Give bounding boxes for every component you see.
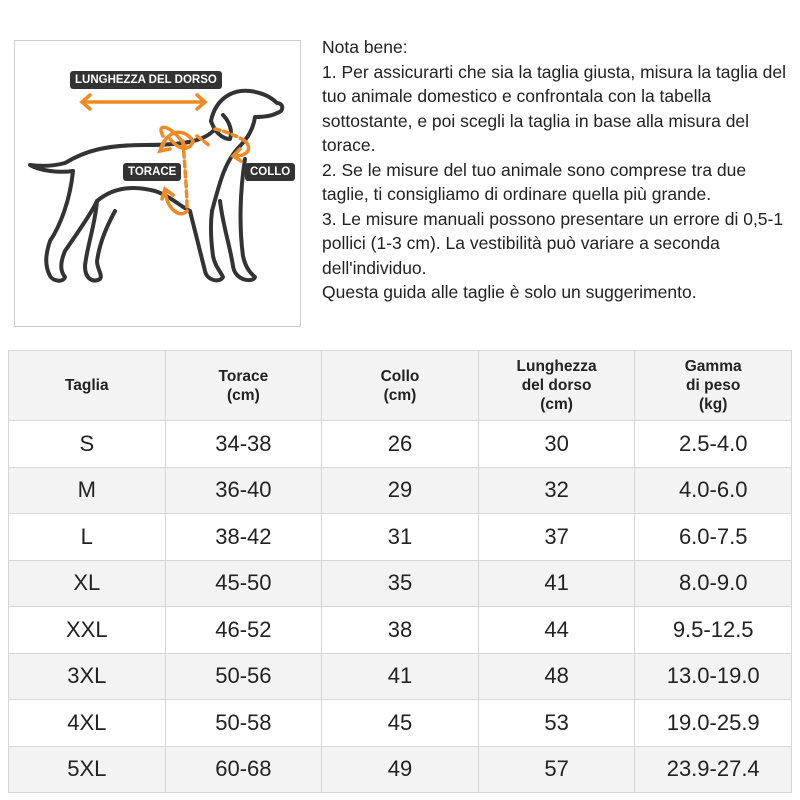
note-item: 3. Le misure manuali possono presentare un errore di 0,5-1 pollici (1-3 cm). La vestibilità può variare a seconda dell'individuo. xyxy=(322,208,784,278)
cell-weight-range: 2.5-4.0 xyxy=(635,421,792,468)
cell-back-length: 30 xyxy=(478,421,635,468)
cell-neck: 38 xyxy=(322,607,479,654)
cell-size: S xyxy=(9,421,166,468)
cell-size: XL xyxy=(9,560,166,607)
cell-chest: 60-68 xyxy=(165,746,322,793)
cell-neck: 35 xyxy=(322,560,479,607)
cell-weight-range: 4.0-6.0 xyxy=(635,467,792,514)
table-row xyxy=(9,746,792,793)
cell-neck: 26 xyxy=(322,421,479,468)
header-back-length: Lunghezza del dorso (cm) xyxy=(478,351,635,421)
cell-back-length: 53 xyxy=(478,700,635,747)
cell-weight-range: 19.0-25.9 xyxy=(635,700,792,747)
cell-chest: 50-56 xyxy=(165,653,322,700)
dog-measurement-figure xyxy=(14,40,301,327)
size-table xyxy=(8,350,792,793)
table-row xyxy=(9,560,792,607)
cell-neck: 41 xyxy=(322,653,479,700)
table-row xyxy=(9,421,792,468)
table-row xyxy=(9,700,792,747)
cell-chest: 38-42 xyxy=(165,514,322,561)
cell-back-length: 37 xyxy=(478,514,635,561)
cell-size: 5XL xyxy=(9,746,166,793)
neck-label: COLLO xyxy=(245,163,295,181)
cell-back-length: 32 xyxy=(478,467,635,514)
cell-size: L xyxy=(9,514,166,561)
back-length-label: LUNGHEZZA DEL DORSO xyxy=(70,71,222,89)
table-row xyxy=(9,653,792,700)
table-row xyxy=(9,467,792,514)
cell-weight-range: 8.0-9.0 xyxy=(635,560,792,607)
cell-neck: 45 xyxy=(322,700,479,747)
cell-neck: 29 xyxy=(322,467,479,514)
table-row xyxy=(9,514,792,561)
chest-label: TORACE xyxy=(123,163,181,181)
table-row xyxy=(9,607,792,654)
cell-chest: 45-50 xyxy=(165,560,322,607)
cell-weight-range: 23.9-27.4 xyxy=(635,746,792,793)
cell-weight-range: 9.5-12.5 xyxy=(635,607,792,654)
cell-chest: 36-40 xyxy=(165,467,322,514)
table-header-row xyxy=(9,351,792,421)
cell-chest: 34-38 xyxy=(165,421,322,468)
cell-back-length: 41 xyxy=(478,560,635,607)
cell-size: M xyxy=(9,467,166,514)
cell-chest: 50-58 xyxy=(165,700,322,747)
notes-footer: Questa guida alle taglie è solo un suggerimento. xyxy=(322,282,697,302)
cell-weight-range: 6.0-7.5 xyxy=(635,514,792,561)
cell-size: 3XL xyxy=(9,653,166,700)
cell-size: XXL xyxy=(9,607,166,654)
header-neck: Collo (cm) xyxy=(322,351,479,421)
header-weight-range: Gamma di peso (kg) xyxy=(635,351,792,421)
cell-weight-range: 13.0-19.0 xyxy=(635,653,792,700)
note-item: 1. Per assicurarti che sia la taglia giusta, misura la taglia del tuo animale domestico e confrontala con la tabella sottostante, e poi scegli la taglia in base alla misura del torace. xyxy=(322,61,786,155)
notes-block xyxy=(322,35,792,305)
cell-neck: 31 xyxy=(322,514,479,561)
cell-back-length: 44 xyxy=(478,607,635,654)
notes-title: Nota bene: xyxy=(322,37,408,57)
note-item: 2. Se le misure del tuo animale sono comprese tra due taglie, ti consigliamo di ordinare quella più grande. xyxy=(322,159,747,204)
cell-chest: 46-52 xyxy=(165,607,322,654)
cell-back-length: 57 xyxy=(478,746,635,793)
header-chest: Torace (cm) xyxy=(165,351,322,421)
cell-size: 4XL xyxy=(9,700,166,747)
cell-neck: 49 xyxy=(322,746,479,793)
header-size: Taglia xyxy=(9,351,166,421)
cell-back-length: 48 xyxy=(478,653,635,700)
